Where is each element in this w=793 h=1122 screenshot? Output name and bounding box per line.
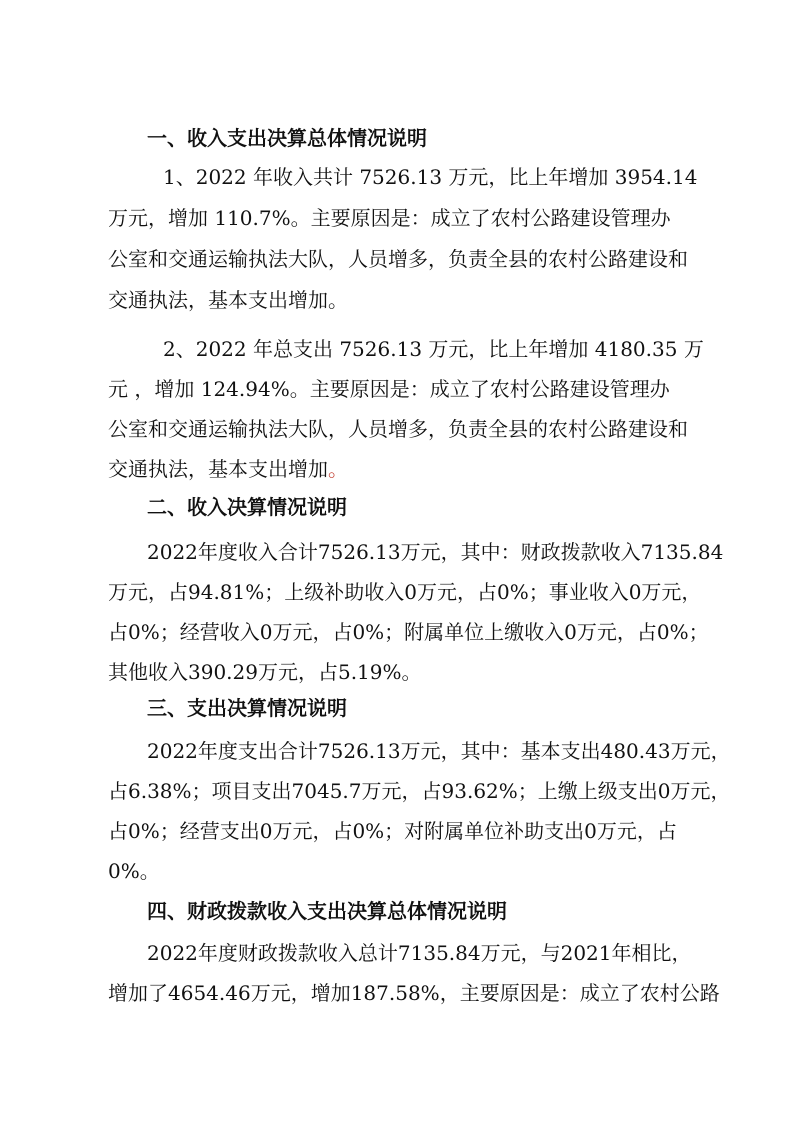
s3-p1-line-1: 2022年度支出合计7526.13万元，其中：基本支出480.43万元，: [147, 739, 731, 763]
s4-p1-line-2: 增加了4654.46万元，增加187.58%，主要原因是：成立了农村公路: [108, 981, 720, 1005]
s2-p1-line-3: 占0%；经营收入0万元，占0%；附属单位上缴收入0万元，占0%；: [108, 620, 709, 644]
s2-p1-line-4: 其他收入390.29万元，占5.19%。: [108, 660, 422, 684]
s1-p2-line-1: 2、2022 年总支出 7526.13 万元，比上年增加 4180.35 万: [163, 337, 704, 361]
s1-p1-line-1: 1、2022 年收入共计 7526.13 万元，比上年增加 3954.14: [163, 165, 698, 189]
red-period-mark: 。: [328, 457, 348, 481]
section-1-heading: 一、收入支出决算总体情况说明: [147, 126, 427, 150]
s3-p1-line-3: 占0%；经营支出0万元，占0%；对附属单位补助支出0万元，占: [108, 819, 677, 843]
section-2-heading: 二、收入决算情况说明: [147, 495, 347, 519]
s1-p1-line-4: 交通执法，基本支出增加。: [108, 288, 348, 312]
s3-p1-line-4: 0%。: [108, 859, 160, 883]
s1-p1-line-2: 万元，增加 110.7%。主要原因是：成立了农村公路建设管理办: [108, 206, 671, 230]
section-3-heading: 三、支出决算情况说明: [147, 696, 347, 720]
s4-p1-line-1: 2022年度财政拨款收入总计7135.84万元，与2021年相比，: [147, 941, 692, 965]
s1-p1-line-3: 公室和交通运输执法大队，人员增多，负责全县的农村公路建设和: [108, 247, 688, 271]
s2-p1-line-2: 万元，占94.81%；上级补助收入0万元，占0%；事业收入0万元，: [108, 580, 702, 604]
s2-p1-line-1: 2022年度收入合计7526.13万元，其中：财政拨款收入7135.84: [147, 540, 724, 564]
s1-p2-line-4: 交通执法，基本支出增加。: [108, 457, 348, 481]
s3-p1-line-2: 占6.38%；项目支出7045.7万元，占93.62%；上缴上级支出0万元，: [108, 779, 731, 803]
section-4-heading: 四、财政拨款收入支出决算总体情况说明: [147, 899, 507, 923]
s1-p2-line-2: 元 ，增加 124.94%。主要原因是：成立了农村公路建设管理办: [108, 377, 670, 401]
s1-p2-line-3: 公室和交通运输执法大队，人员增多，负责全县的农村公路建设和: [108, 417, 688, 441]
